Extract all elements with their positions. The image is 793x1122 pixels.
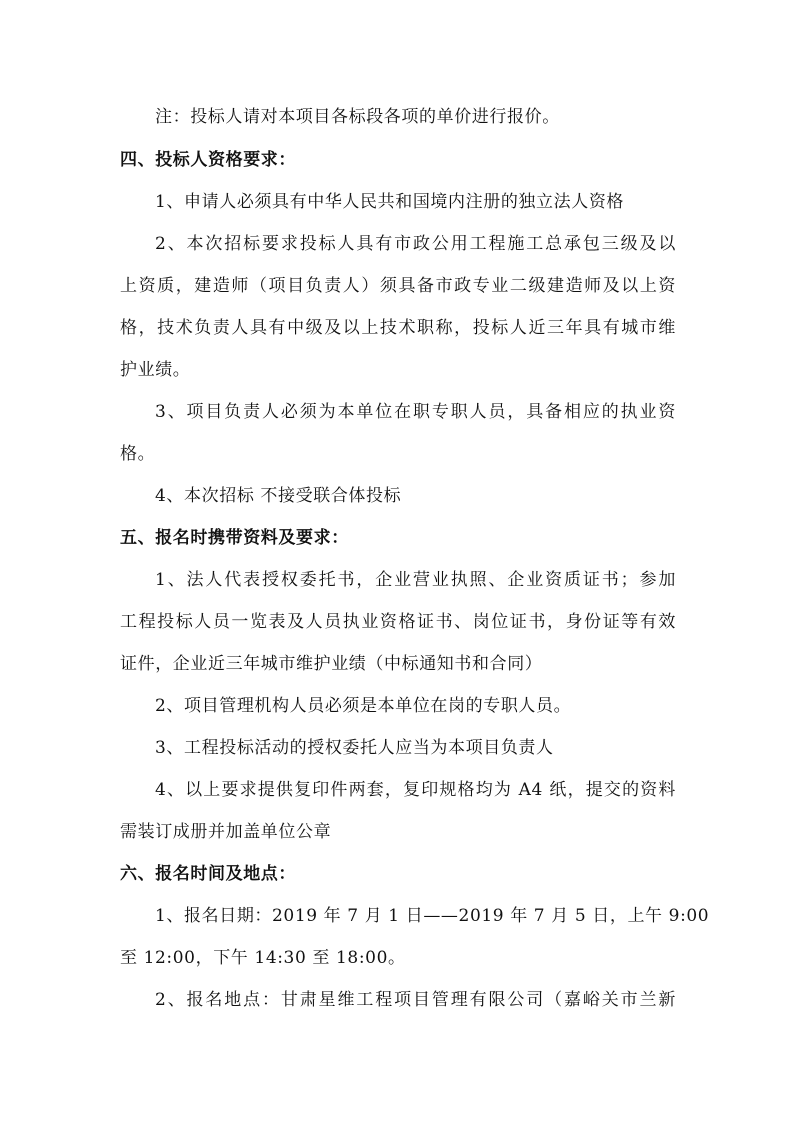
section5-item1-line2: 工程投标人员一览表及人员执业资格证书、岗位证书，身份证等有效 bbox=[120, 612, 676, 632]
section4-item1: 1、申请人必须具有中华人民共和国境内注册的独立法人资格 bbox=[155, 192, 625, 212]
section4-item2-line1: 2、本次招标要求投标人具有市政公用工程施工总承包三级及以 bbox=[155, 234, 676, 254]
section5-item4-line2: 需装订成册并加盖单位公章 bbox=[120, 822, 332, 842]
section5-item4-line1: 4、以上要求提供复印件两套，复印规格均为 A4 纸，提交的资料 bbox=[155, 780, 676, 800]
section6-item1-line2: 至 12:00，下午 14:30 至 18:00。 bbox=[120, 948, 406, 968]
section4-item2-line2: 上资质，建造师（项目负责人）须具备市政专业二级建造师及以上资 bbox=[120, 276, 676, 296]
section5-item1-line1: 1、法人代表授权委托书，企业营业执照、企业资质证书；参加 bbox=[155, 570, 676, 590]
section4-item2-line3: 格，技术负责人具有中级及以上技术职称，投标人近三年具有城市维 bbox=[120, 318, 676, 338]
section5-item2: 2、项目管理机构人员必须是本单位在岗的专职人员。 bbox=[155, 696, 572, 716]
section5-heading: 五、报名时携带资料及要求： bbox=[120, 528, 349, 548]
section4-item4: 4、本次招标 不接受联合体投标 bbox=[155, 486, 402, 506]
section6-heading: 六、报名时间及地点： bbox=[120, 864, 296, 884]
section4-item2-line4: 护业绩。 bbox=[120, 360, 191, 380]
section6-item2-line1: 2、报名地点：甘肃星维工程项目管理有限公司（嘉峪关市兰新 bbox=[155, 990, 676, 1010]
section5-item1-line3: 证件，企业近三年城市维护业绩（中标通知书和合同） bbox=[120, 654, 543, 674]
section4-item3-line1: 3、项目负责人必须为本单位在职专职人员，具备相应的执业资 bbox=[155, 402, 676, 422]
section4-item3-line2: 格。 bbox=[120, 444, 156, 464]
section5-item3: 3、工程投标活动的授权委托人应当为本项目负责人 bbox=[155, 738, 554, 758]
note-text: 注：投标人请对本项目各标段各项的单价进行报价。 bbox=[155, 107, 560, 127]
section4-heading: 四、投标人资格要求： bbox=[120, 150, 296, 170]
section6-item1-line1: 1、报名日期：2019 年 7 月 1 日——2019 年 7 月 5 日，上午 9:00 bbox=[155, 906, 710, 926]
